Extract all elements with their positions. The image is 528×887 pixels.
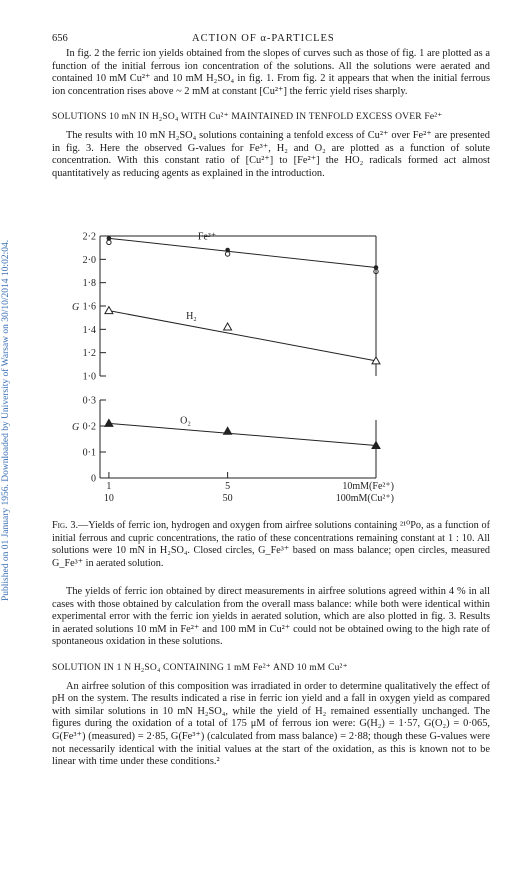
- upper-y-axis-label: G: [72, 302, 80, 313]
- lower-y-tick-label: 0·2: [82, 421, 96, 433]
- lower-y-tick-label: 0·3: [82, 395, 96, 407]
- upper-y-tick-label: 2·2: [82, 231, 96, 243]
- o2-point: [105, 419, 113, 426]
- paragraph-1: In fig. 2 the ferric ion yields obtained from the slopes of curves such as those of fig. 1 are plotted as a function of the initial ferrous ion concentration of the solutions. All the solutions were aerated and contained 10 mM Cu²⁺ and 10 mM H₂SO₄ in fig. 1. From fig. 2 it appears that when the initial ferrous ion concentration rises above ~ 2 mM at constant [Cu²⁺] the ferric yield rises sharply.: [52, 48, 490, 97]
- o2-series-label: O₂: [180, 415, 191, 427]
- figure-caption: [52, 520, 490, 570]
- caption-text: —Yields of ferric ion, hydrogen and oxygen from airfree solutions containing ²¹⁰Po, as a function of initial ferrous and cupric concentrations, the ratio of these concentrations remaining constant at 1 : 10. All solutions were 10 mN in H₂SO₄. Closed circles, G_Fe³⁺ based on mass balance; open circles, measured G_Fe³⁺ in aerated solution.: [52, 520, 490, 569]
- section-heading-2: SOLUTION IN 1 N H₂SO₄ CONTAINING 1 mM Fe²⁺ AND 10 mM Cu²⁺: [52, 662, 348, 673]
- upper-y-tick-label: 1·0: [82, 371, 96, 383]
- lower-y-tick-label: 0: [91, 473, 96, 485]
- h2-series-label: H₂: [186, 310, 197, 322]
- running-header: [52, 33, 490, 44]
- paragraph-2: The results with 10 mN H₂SO₄ solutions containing a tenfold excess of Cu²⁺ over Fe²⁺ are presented in fig. 3. Here the observed G-values for Fe³⁺, H₂ and O₂ are plotted as a function of solute concentration. With this constant ratio of [Cu²⁺] to [Fe²⁺] the HO₂ radicals formed act almost quantitatively as reducing agents as explained in the introduction.: [52, 129, 490, 179]
- x-tick-label-fe: 1: [106, 481, 112, 492]
- caption-label: Fig. 3.: [52, 520, 78, 531]
- x-tick-label-cu: 100mM(Cu²⁺): [335, 493, 394, 504]
- upper-y-tick-label: 1·8: [82, 278, 96, 290]
- h2-series-line: [109, 311, 376, 361]
- x-tick-label-fe: 10mM(Fe²⁺): [342, 481, 394, 492]
- fe-point-open: [225, 252, 229, 256]
- page-number: 656: [52, 33, 68, 44]
- lower-text: [52, 586, 490, 769]
- upper-y-tick-label: 2·0: [82, 254, 96, 266]
- fe-point-open: [107, 240, 111, 244]
- o2-point: [224, 427, 232, 434]
- section-heading-1: SOLUTIONS 10 mN IN H₂SO₄ WITH Cu²⁺ MAINTAINED IN TENFOLD EXCESS OVER Fe²⁺: [52, 112, 443, 123]
- upper-y-tick-label: 1·4: [82, 324, 96, 336]
- x-tick-label-fe: 5: [225, 481, 231, 492]
- running-title: ACTION OF α-PARTICLES: [192, 33, 335, 44]
- upper-y-tick-label: 1·6: [82, 301, 96, 313]
- lower-y-tick-label: 0·1: [82, 447, 96, 459]
- lower-y-axis-label: G: [72, 422, 80, 433]
- x-tick-label-cu: 10: [103, 493, 114, 504]
- o2-series-line: [109, 423, 376, 445]
- download-notice: Published on 01 January 1956. Downloaded by University of Warsaw on 30/10/2014 10:02:04.: [1, 239, 11, 601]
- x-tick-label-cu: 50: [222, 493, 233, 504]
- page-body: [52, 33, 490, 180]
- h2-point: [224, 323, 232, 330]
- paragraph-4: An airfree solution of this composition was irradiated in order to determine qualitatively the effect of pH on the system. The results indicated a rise in ferric ion yield and a fall in oxygen yield as compared with similar solutions in 10 mN H₂SO₄, while the yield of H₂ remained essentially unchanged. The figures during the oxidation of a total of 175 μM of ferrous ion were: G(H₂) = 1·57, G(O₂) = 0·065, G(Fe³⁺) (measured) = 2·85, G(Fe³⁺) (calculated from mass balance) = 2·88; though these G-values were not necessarily identical with the initial values at the start of the oxidation, as this is known not to be linear with time under these conditions.²: [52, 680, 490, 768]
- upper-y-tick-label: 1·2: [82, 348, 96, 360]
- figure-3-chart: [58, 228, 398, 513]
- fe-series-line: [109, 238, 376, 267]
- h2-point: [105, 307, 113, 314]
- paragraph-3: The yields of ferric ion obtained by direct measurements in airfree solutions agreed within 4 % in all cases with those obtained by calculation from the overall mass balance: while both were identical within experimental error with the ferric ion yields in aerated solution, which are also plotted in fig. 3. Results in aerated solutions 10 mM in Fe²⁺ and 100 mM in Cu²⁺ could not be obtained owing to the high rate of spontaneous oxidation in these solutions.: [52, 586, 490, 648]
- fe-series-label: Fe³⁺: [197, 231, 217, 243]
